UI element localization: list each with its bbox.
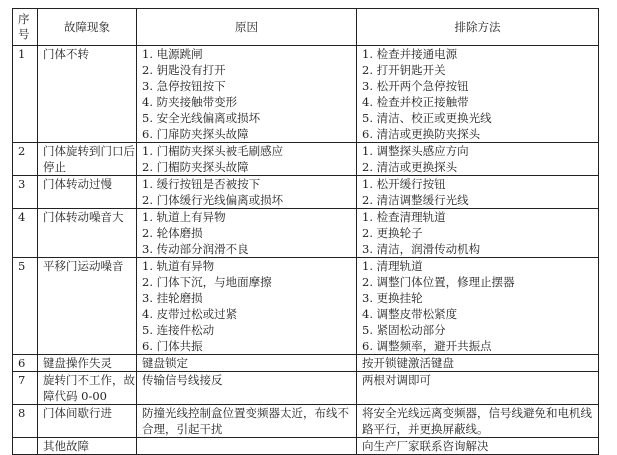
row-cause-cell — [137, 209, 357, 258]
remedy-item: 两根对调即可 — [362, 373, 431, 387]
cause-item: 2. 门体下沉，与地面摩擦 — [142, 275, 272, 289]
row-seq: 3 — [13, 176, 38, 209]
remedy-item: 向生产厂家联系咨询解决 — [362, 439, 489, 453]
cause-item: 4. 皮带过松或过紧 — [142, 307, 238, 321]
row-seq: 2 — [13, 143, 38, 176]
remedy-item: 2. 清洁或更换探头 — [362, 160, 458, 174]
row-remedy-cell — [357, 176, 599, 209]
cause-item: 5. 安全光线偏离或损坏 — [142, 111, 261, 125]
row-remedy-cell — [357, 355, 599, 372]
row-symptom: 其他故障 — [38, 438, 137, 455]
table-row — [13, 258, 599, 355]
remedy-item: 3. 清洁，润滑传动机构 — [362, 242, 481, 256]
header-cause: 原因 — [137, 9, 357, 46]
cause-item: 1. 门楣防夹探头被毛刷感应 — [142, 144, 284, 158]
troubleshooting-table — [12, 8, 599, 455]
row-remedy-cell — [357, 46, 599, 143]
row-cause-cell — [137, 405, 357, 438]
table-row — [13, 405, 599, 438]
cause-item: 5. 连接件松动 — [142, 323, 215, 337]
row-cause-cell — [137, 355, 357, 372]
row-cause-cell — [137, 372, 357, 405]
remedy-item: 1. 检查清理轨道 — [362, 210, 446, 224]
table-row — [13, 355, 599, 372]
cause-item: 3. 挂轮磨损 — [142, 291, 203, 305]
row-remedy-cell — [357, 209, 599, 258]
row-symptom: 门体不转 — [38, 46, 137, 143]
cause-item: 1. 电源跳闸 — [142, 47, 203, 61]
remedy-item: 5. 清洁、校正或更换光线 — [362, 111, 492, 125]
remedy-item: 1. 松开缓行按钮 — [362, 177, 446, 191]
remedy-item: 2. 清洁调整缓行光线 — [362, 193, 469, 207]
row-seq: 4 — [13, 209, 38, 258]
cause-item: 防撞光线控制盒位置变频器太近，布线不合理，引起干扰 — [142, 406, 349, 436]
row-remedy-cell — [357, 258, 599, 355]
cause-item: 传输信号线接反 — [142, 373, 223, 387]
remedy-item: 3. 松开两个急停按钮 — [362, 79, 469, 93]
remedy-item: 4. 调整皮带松紧度 — [362, 307, 458, 321]
row-symptom: 键盘操作失灵 — [38, 355, 137, 372]
row-remedy-cell — [357, 372, 599, 405]
row-seq: 8 — [13, 405, 38, 438]
table-row — [13, 209, 599, 258]
cause-item: 1. 轨道上有异物 — [142, 210, 226, 224]
row-seq: 6 — [13, 355, 38, 372]
header-seq: 序号 — [13, 9, 38, 46]
row-seq: 5 — [13, 258, 38, 355]
cause-item: 3. 传动部分润滑不良 — [142, 242, 249, 256]
cause-item: 1. 轨道有异物 — [142, 259, 215, 273]
remedy-item: 将安全光线远离变频器，信号线避免和电机线路平行，并更换屏蔽线。 — [362, 406, 592, 436]
row-symptom: 旋转门不工作，故障代码 0-00 — [38, 372, 137, 405]
remedy-item: 1. 清理轨道 — [362, 259, 423, 273]
row-symptom: 门体间歇行进 — [38, 405, 137, 438]
remedy-item: 按开锁键激活键盘 — [362, 356, 454, 370]
row-seq: 1 — [13, 46, 38, 143]
cause-item: 2. 轮体磨损 — [142, 226, 203, 240]
remedy-item: 1. 检查并接通电源 — [362, 47, 458, 61]
remedy-item: 6. 清洁或更换防夹探头 — [362, 127, 481, 141]
cause-item: 2. 门楣防夹探头故障 — [142, 160, 249, 174]
row-cause-cell — [137, 176, 357, 209]
cause-item: 2. 钥匙没有打开 — [142, 63, 226, 77]
table-row — [13, 46, 599, 143]
row-symptom: 门体旋转到门口后停止 — [38, 143, 137, 176]
cause-item: 4. 防夹接触带变形 — [142, 95, 238, 109]
row-cause-cell — [137, 143, 357, 176]
table-row — [13, 176, 599, 209]
row-symptom: 门体转动过慢 — [38, 176, 137, 209]
table-header-row — [13, 9, 599, 46]
remedy-item: 2. 调整门体位置，修理止摆器 — [362, 275, 515, 289]
row-remedy-cell — [357, 143, 599, 176]
row-symptom: 门体转动噪音大 — [38, 209, 137, 258]
table-row — [13, 372, 599, 405]
remedy-item: 6. 调整频率，避开共振点 — [362, 339, 492, 353]
cause-item: 1. 缓行按钮是否被按下 — [142, 177, 261, 191]
row-remedy-cell — [357, 405, 599, 438]
row-cause-cell — [137, 46, 357, 143]
cause-item: 键盘锁定 — [142, 356, 188, 370]
cause-item: 2. 门体缓行光线偏离或损坏 — [142, 193, 284, 207]
header-symptom: 故障现象 — [38, 9, 137, 46]
cause-item: 3. 急停按钮按下 — [142, 79, 226, 93]
row-seq: 7 — [13, 372, 38, 405]
cause-item: 6. 门扉防夹探头故障 — [142, 127, 249, 141]
remedy-item: 2. 打开钥匙开关 — [362, 63, 446, 77]
remedy-item: 4. 检查并校正接触带 — [362, 95, 469, 109]
header-remedy: 排除方法 — [357, 9, 599, 46]
row-cause-cell — [137, 258, 357, 355]
remedy-item: 1. 调整探头感应方向 — [362, 144, 469, 158]
row-symptom: 平移门运动噪音 — [38, 258, 137, 355]
remedy-item: 3. 更换挂轮 — [362, 291, 423, 305]
table-row — [13, 143, 599, 176]
remedy-item: 5. 紧固松动部分 — [362, 323, 446, 337]
cause-item: 6. 门体共振 — [142, 339, 203, 353]
remedy-item: 2. 更换轮子 — [362, 226, 423, 240]
